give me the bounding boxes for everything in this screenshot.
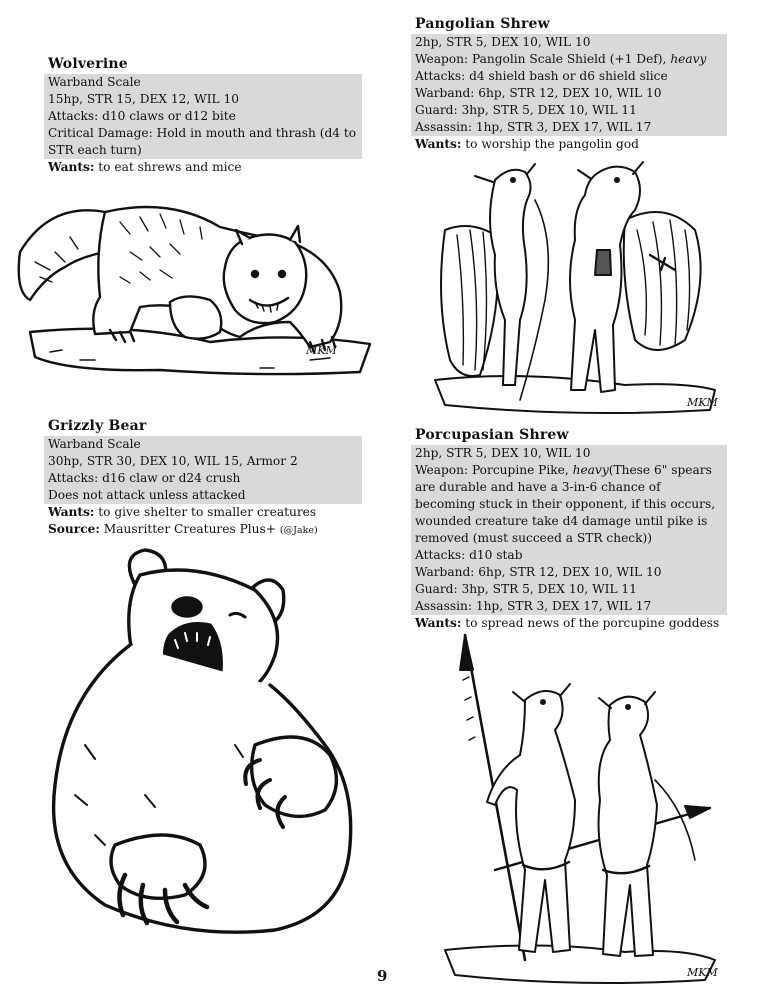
- wants-text: to spread news of the porcupine goddess: [461, 616, 720, 630]
- stat-line: Attacks: d10 claws or d12 bite: [48, 109, 236, 123]
- porcupasian-illustration: [425, 630, 725, 990]
- source-credit: (@Jake): [279, 525, 318, 536]
- source-label: Source:: [48, 522, 100, 536]
- grizzly-source: [44, 521, 362, 539]
- pangolian-illustration: [425, 160, 725, 420]
- source-text: Mausritter Creatures Plus+: [99, 522, 280, 536]
- pangolian-statblock: [411, 34, 727, 136]
- wants-text: to give shelter to smaller creatures: [94, 505, 317, 519]
- stat-line: 2hp, STR 5, DEX 10, WIL 10: [415, 446, 591, 460]
- grizzly-section: [44, 418, 362, 539]
- page-number: 9: [377, 967, 388, 985]
- wolverine-section: [44, 56, 362, 176]
- artist-signature: MKM: [306, 344, 337, 357]
- weapon-text: Weapon: Porcupine Pike,: [415, 463, 573, 477]
- wolverine-illustration: [10, 182, 380, 392]
- grizzly-title: Grizzly Bear: [48, 418, 147, 434]
- stat-line: Critical Damage: Hold in mouth and thrash (d4 to STR each turn): [48, 126, 357, 157]
- weapon-heavy: heavy: [572, 463, 609, 477]
- wants-label: Wants:: [415, 616, 462, 630]
- wolverine-title: Wolverine: [48, 56, 128, 72]
- pangolian-wants: [411, 136, 727, 153]
- stat-line: Attacks: d4 shield bash or d6 shield slice: [415, 69, 668, 83]
- pangolian-section: [411, 16, 727, 153]
- wants-label: Wants:: [415, 137, 462, 151]
- grizzly-statblock: [44, 436, 362, 504]
- stat-line: Guard: 3hp, STR 5, DEX 10, WIL 11: [415, 103, 637, 117]
- grizzly-wants: [44, 504, 362, 521]
- stat-line: Warband Scale: [48, 75, 141, 89]
- porcupasian-statblock: [411, 445, 727, 615]
- wants-label: Wants:: [48, 505, 95, 519]
- stat-line: 30hp, STR 30, DEX 10, WIL 15, Armor 2: [48, 454, 298, 468]
- grizzly-illustration: [25, 545, 365, 945]
- stat-line: Warband: 6hp, STR 12, DEX 10, WIL 10: [415, 565, 662, 579]
- porcupasian-title: Porcupasian Shrew: [415, 427, 569, 443]
- weapon-text: Weapon: Pangolin Scale Shield (+1 Def),: [415, 52, 671, 66]
- artist-signature: MKM: [687, 966, 718, 979]
- weapon-heavy: heavy: [670, 52, 707, 66]
- wolverine-wants: [44, 159, 362, 176]
- wants-text: to worship the pangolin god: [461, 137, 639, 151]
- weapon-description: (These 6" spears are durable and have a 3-in-6 chance of becoming stuck in their opponent, if this occurs, wounded creature take d4 damage until pike is removed (must succeed a STR check)): [415, 463, 716, 545]
- wolverine-statblock: [44, 74, 362, 159]
- weapon-line: [411, 51, 727, 68]
- stat-line: 15hp, STR 15, DEX 12, WIL 10: [48, 92, 239, 106]
- wants-label: Wants:: [48, 160, 95, 174]
- stat-line: Attacks: d16 claw or d24 crush: [48, 471, 241, 485]
- stat-line: Warband Scale: [48, 437, 141, 451]
- wants-text: to eat shrews and mice: [94, 160, 242, 174]
- stat-line: Assassin: 1hp, STR 3, DEX 17, WIL 17: [415, 599, 652, 613]
- pangolian-title: Pangolian Shrew: [415, 16, 550, 32]
- weapon-line: [411, 462, 727, 547]
- stat-line: Assassin: 1hp, STR 3, DEX 17, WIL 17: [415, 120, 652, 134]
- stat-line: 2hp, STR 5, DEX 10, WIL 10: [415, 35, 591, 49]
- stat-line: Does not attack unless attacked: [48, 488, 246, 502]
- stat-line: Guard: 3hp, STR 5, DEX 10, WIL 11: [415, 582, 637, 596]
- artist-signature: MKM: [687, 396, 718, 409]
- stat-line: Warband: 6hp, STR 12, DEX 10, WIL 10: [415, 86, 662, 100]
- stat-line: Attacks: d10 stab: [415, 548, 523, 562]
- porcupasian-section: [411, 427, 727, 632]
